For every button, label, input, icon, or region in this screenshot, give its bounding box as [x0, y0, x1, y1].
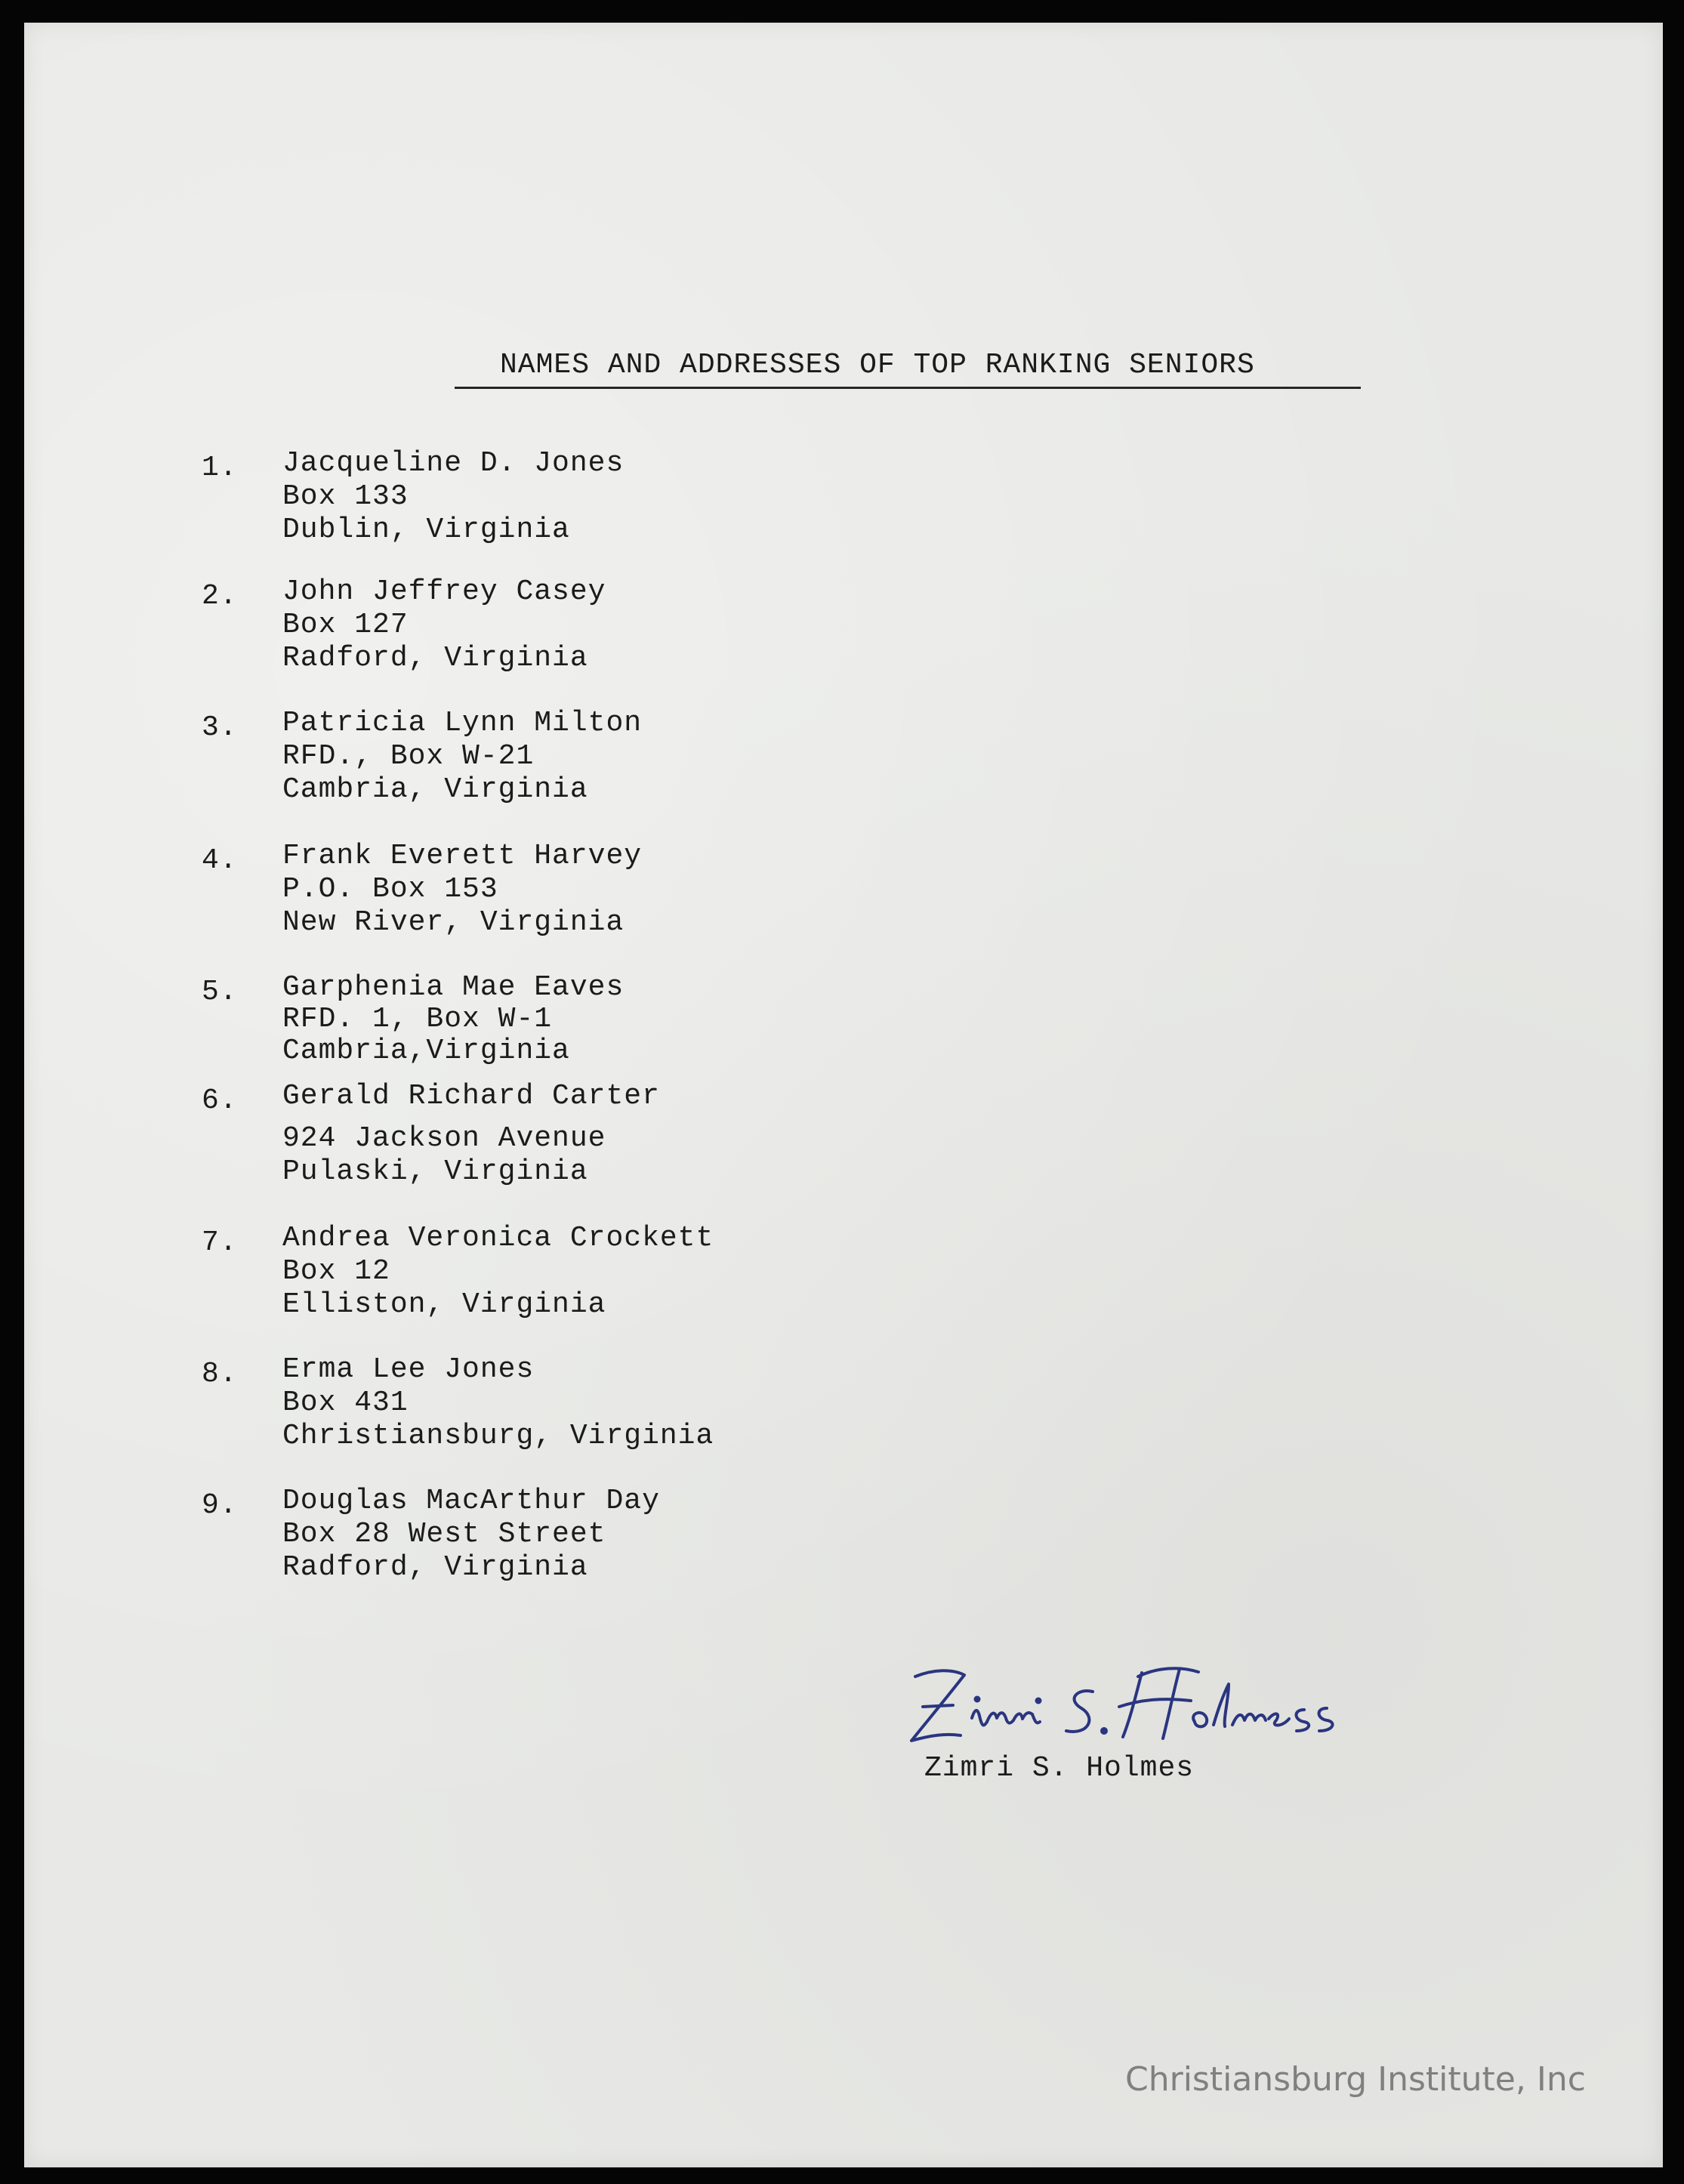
entry-number: 1. [202, 452, 238, 484]
document-title-text: NAMES AND ADDRESSES OF TOP RANKING SENIORS [500, 349, 1255, 381]
watermark-text: Christiansburg Institute, Inc [1125, 2060, 1586, 2099]
entry-city-line: Dublin, Virginia [282, 514, 570, 546]
entry-name: Douglas MacArthur Day [282, 1485, 660, 1517]
entry-address-line: RFD., Box W-21 [282, 740, 535, 773]
entry-number: 9. [202, 1489, 238, 1522]
entry-number: 2. [202, 580, 238, 612]
entry-name: Erma Lee Jones [282, 1353, 535, 1386]
entry-city-line: New River, Virginia [282, 906, 625, 939]
document-page [24, 23, 1663, 2167]
entry-name: John Jeffrey Casey [282, 575, 606, 608]
entry-city-line: Elliston, Virginia [282, 1288, 606, 1321]
entry-city-line: Radford, Virginia [282, 642, 588, 674]
entry-name: Frank Everett Harvey [282, 840, 643, 872]
entry-address-line: Box 28 West Street [282, 1518, 606, 1550]
entry-address-line: Box 431 [282, 1387, 409, 1419]
entry-number: 6. [202, 1084, 238, 1117]
entry-address-line: Box 133 [282, 480, 409, 513]
entry-city-line: Christiansburg, Virginia [282, 1420, 714, 1452]
entry-address-line: RFD. 1, Box W-1 [282, 1003, 553, 1035]
handwritten-signature [893, 1646, 1376, 1760]
entry-city-line: Radford, Virginia [282, 1551, 588, 1584]
entry-address-line: 924 Jackson Avenue [282, 1122, 606, 1155]
entry-city-line: Cambria, Virginia [282, 773, 588, 806]
entry-number: 3. [202, 711, 238, 744]
entry-name: Gerald Richard Carter [282, 1080, 660, 1112]
entry-address-line: Box 127 [282, 609, 409, 641]
document-title [455, 349, 1361, 389]
entry-name: Jacqueline D. Jones [282, 447, 625, 480]
entry-number: 7. [202, 1226, 238, 1259]
entry-number: 5. [202, 976, 238, 1008]
entry-address-line: P.O. Box 153 [282, 873, 498, 905]
entry-name: Andrea Veronica Crockett [282, 1222, 714, 1254]
entry-name: Garphenia Mae Eaves [282, 971, 625, 1004]
entry-name: Patricia Lynn Milton [282, 707, 643, 739]
entry-number: 8. [202, 1358, 238, 1390]
entry-address-line: Box 12 [282, 1255, 390, 1288]
entry-city-line: Pulaski, Virginia [282, 1155, 588, 1188]
signer-name: Zimri S. Holmes [924, 1752, 1195, 1785]
entry-number: 4. [202, 844, 238, 877]
entry-city-line: Cambria,Virginia [282, 1035, 570, 1067]
